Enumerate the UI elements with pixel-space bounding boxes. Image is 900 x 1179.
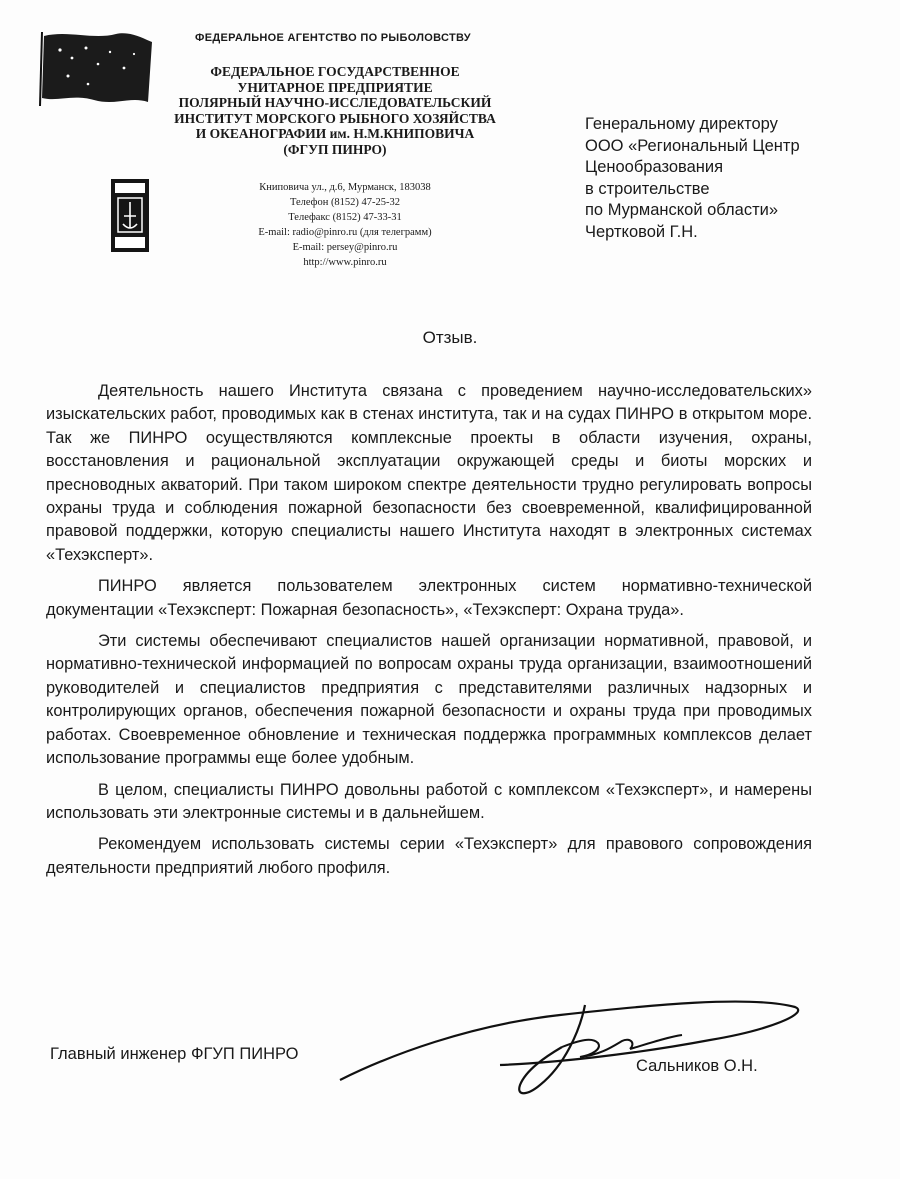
- org-line: И ОКЕАНОГРАФИИ им. Н.М.КНИПОВИЧА: [195, 126, 475, 142]
- org-line: ИНСТИТУТ МОРСКОГО РЫБНОГО ХОЗЯЙСТВА: [174, 110, 496, 126]
- org-line: ФЕДЕРАЛЬНОЕ ГОСУДАРСТВЕННОЕ: [210, 64, 460, 79]
- addressee-line: по Мурманской области»: [585, 201, 779, 219]
- paragraph: Деятельность нашего Института связана с проведением научно-исследовательских» изыскательских работ, проводимых как в стенах института, так и на судах ПИНРО в открытом море. Так же ПИНРО осуществляются комплексные проекты в области изучения, охраны, восстановления и рациональной эксплуатации окружающей среды и биоты морских и пресноводных акваторий. При таком широком спектре деятельности трудно регулировать вопросы охраны труда и соблюдения пожарной безопасности без своевременной, квалифицированной правовой поддержки, которую специалисты нашего Института находят в электронных системах «Техэксперт».: [46, 382, 812, 564]
- certification-logo: [110, 178, 150, 253]
- contact-line: E-mail: radio@pinro.ru (для телеграмм): [258, 227, 432, 238]
- org-line: УНИТАРНОЕ ПРЕДПРИЯТИЕ: [237, 79, 433, 95]
- letter-body: [46, 380, 812, 888]
- contact-line: E-mail: persey@pinro.ru: [292, 242, 398, 253]
- org-line: ПОЛЯРНЫЙ НАУЧНО-ИССЛЕДОВАТЕЛЬСКИЙ: [178, 95, 492, 111]
- contact-line: Телефон (8152) 47-25-32: [289, 197, 401, 208]
- paragraph: ПИНРО является пользователем электронных систем нормативно-технической документации «Техэксперт: Пожарная безопасность», «Техэксперт: Охрана труда».: [46, 577, 812, 619]
- paragraph: Эти системы обеспечивают специалистов нашей организации нормативной, правовой, и нормативно-технической информацией по вопросам охраны труда организации, взаимоотношений руководителей и специалистов предприятия с представителями различных надзорных и контролирующих органов, обеспечения пожарной безопасности и охраны труда при проводимых работах. Своевременное обновление и техническая поддержка программных комплексов делает использование программы еще более удобным.: [46, 632, 812, 768]
- agency-name: ФЕДЕРАЛЬНОЕ АГЕНТСТВО ПО РЫБОЛОВСТВУ: [195, 32, 471, 44]
- addressee-line: Ценообразования: [585, 158, 724, 176]
- org-line: (ФГУП ПИНРО): [283, 141, 387, 157]
- addressee-line: Чертковой Г.Н.: [585, 222, 698, 241]
- handwritten-signature: [330, 985, 810, 1115]
- contact-line: Телефакс (8152) 47-33-31: [288, 212, 402, 223]
- contact-info: [200, 180, 490, 270]
- addressee-line: в строительстве: [585, 179, 710, 198]
- paragraph: Рекомендуем использовать системы серии «Техэксперт» для правового сопровождения деятельности предприятий любого профиля.: [46, 835, 812, 877]
- flag-icon: [38, 28, 158, 108]
- letter-title: Отзыв.: [422, 328, 478, 347]
- contact-line: Книповича ул., д.6, Мурманск, 183038: [259, 182, 431, 193]
- organization-name: [150, 64, 520, 158]
- signer-name: Сальников О.Н.: [636, 1057, 758, 1075]
- addressee-line: ООО «Региональный Центр: [585, 136, 800, 155]
- contact-line: http://www.pinro.ru: [303, 257, 387, 268]
- addressee-block: [585, 114, 885, 243]
- paragraph: В целом, специалисты ПИНРО довольны работой с комплексом «Техэксперт», и намерены использовать эти электронные системы и в дальнейшем.: [46, 780, 812, 822]
- addressee-line: Генеральному директору: [585, 115, 778, 133]
- signer-role: Главный инженер ФГУП ПИНРО: [50, 1045, 299, 1063]
